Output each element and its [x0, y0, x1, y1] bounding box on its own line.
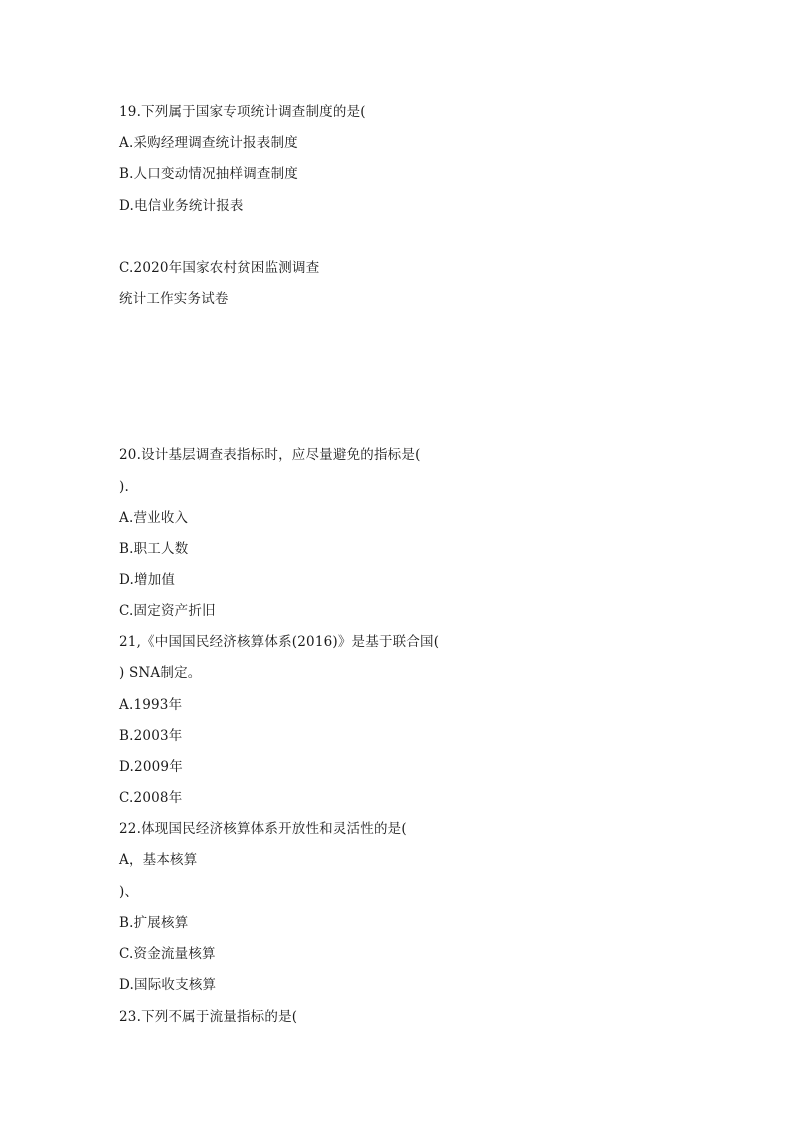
running-header: 统计工作实务试卷: [119, 291, 229, 307]
option-d: D.电信业务统计报表: [119, 198, 244, 214]
option-c: C.2020年国家农村贫困监测调查: [119, 260, 320, 276]
option-a: A.营业收入: [119, 510, 189, 526]
option-d: D.增加值: [119, 572, 176, 588]
option-a: A.采购经理调查统计报表制度: [119, 135, 298, 151]
option-b: B.扩展核算: [119, 915, 189, 931]
question-20-continued: ).: [119, 479, 129, 495]
option-d: D.国际收支核算: [119, 977, 217, 993]
question-23: 23.下列不属于流量指标的是(: [119, 1009, 298, 1025]
option-b: B.职工人数: [119, 541, 189, 557]
option-c: C.资金流量核算: [119, 946, 216, 962]
option-b: B.2003年: [119, 728, 183, 744]
question-22: 22.体现国民经济核算体系开放性和灵活性的是(: [119, 821, 407, 837]
option-c: C.2008年: [119, 790, 183, 806]
question-21-continued: ) SNA制定。: [119, 665, 202, 681]
question-19: 19.下列属于国家专项统计调查制度的是(: [119, 104, 366, 120]
option-c: C.固定资产折旧: [119, 603, 216, 619]
option-b: B.人口变动情况抽样调查制度: [119, 166, 299, 182]
question-22-continued: )、: [119, 884, 139, 900]
question-20: 20.设计基层调查表指标时，应尽量避免的指标是(: [119, 447, 421, 463]
option-d: D.2009年: [119, 759, 183, 775]
option-a: A.1993年: [119, 697, 183, 713]
question-21: 21,《中国国民经济核算体系(2016)》是基于联合国(: [119, 634, 440, 650]
option-a: A，基本核算: [119, 852, 198, 868]
